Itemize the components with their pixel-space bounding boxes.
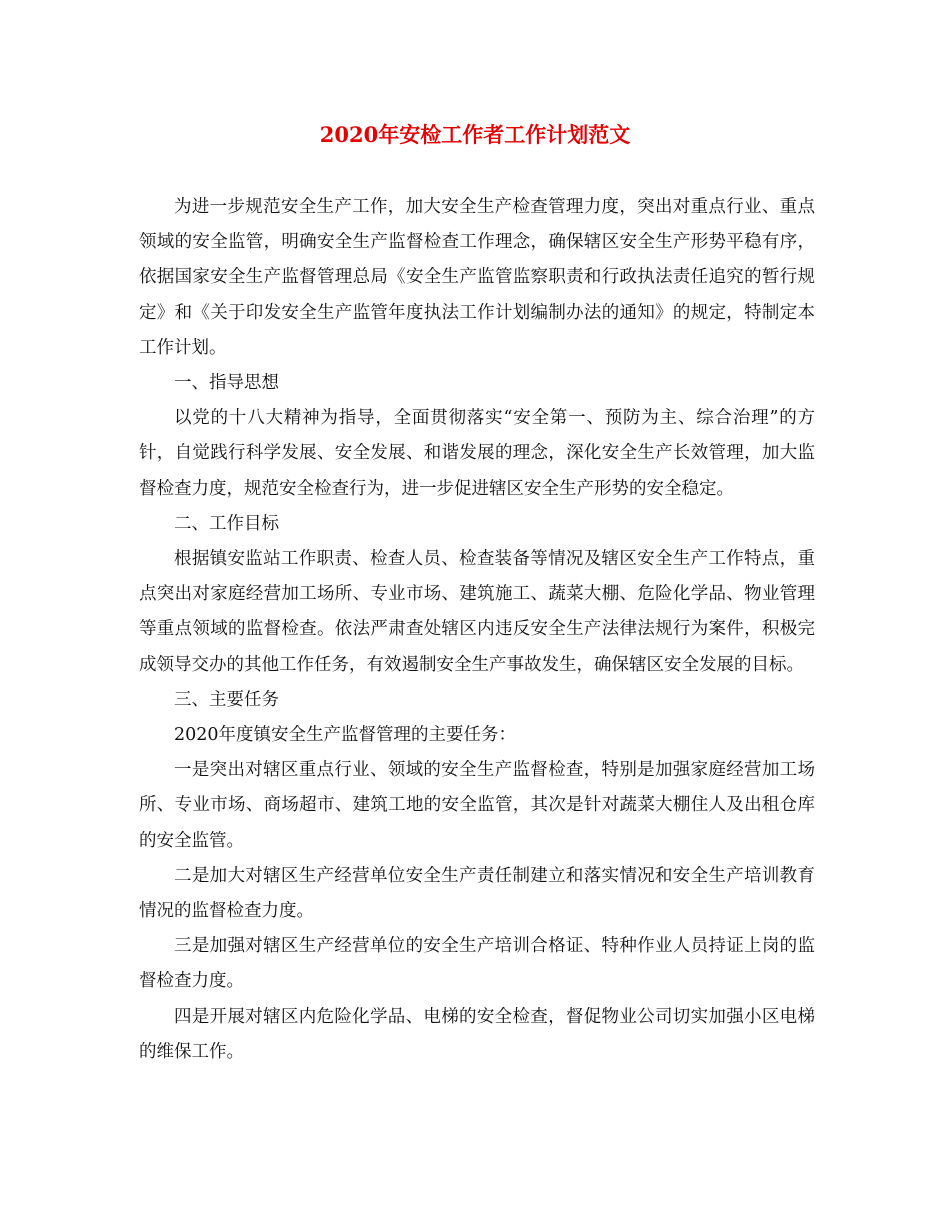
section-heading-guiding-ideology: 一、指导思想: [174, 373, 279, 394]
section-heading-work-goals: 二、工作目标: [174, 513, 279, 534]
section-heading-main-tasks: 三、主要任务: [174, 689, 279, 710]
document-title: 2020年安检工作者工作计划范文: [319, 122, 631, 147]
task-item-1: 一是突出对辖区重点行业、领域的安全生产监督检查，特别是加强家庭经营加工场所、专业市场、商场超市、建筑工地的安全监管，其次是针对蔬菜大棚住人及出租仓库的安全监管。: [139, 760, 815, 851]
main-tasks-lead: 2020年度镇安全生产监督管理的主要任务：: [174, 725, 517, 746]
task-item-4: 四是开展对辖区内危险化学品、电梯的安全检查，督促物业公司切实加强小区电梯的维保工作。: [139, 1006, 815, 1062]
document-body: [139, 190, 815, 1070]
guiding-ideology-paragraph: 以党的十八大精神为指导，全面贯彻落实“安全第一、预防为主、综合治理”的方针，自觉践行科学发展、安全发展、和谐发展的理念，深化安全生产长效管理，加大监督检查力度，规范安全检查行为，进一步促进辖区安全生产形势的安全稳定。: [139, 408, 815, 499]
work-goals-paragraph: 根据镇安监站工作职责、检查人员、检查装备等情况及辖区安全生产工作特点，重点突出对家庭经营加工场所、专业市场、建筑施工、蔬菜大棚、危险化学品、物业管理等重点领域的监督检查。依法严肃查处辖区内违反安全生产法律法规行为案件，积极完成领导交办的其他工作任务，有效遏制安全生产事故发生，确保辖区安全发展的目标。: [139, 549, 815, 675]
task-item-2: 二是加大对辖区生产经营单位安全生产责任制建立和落实情况和安全生产培训教育情况的监督检查力度。: [139, 865, 815, 922]
intro-paragraph: 为进一步规范安全生产工作，加大安全生产检查管理力度，突出对重点行业、重点领域的安全监管，明确安全生产监督检查工作理念，确保辖区安全生产形势平稳有序，依据国家安全生产监督管理总局《安全生产监管监察职责和行政执法责任追究的暂行规定》和《关于印发安全生产监管年度执法工作计划编制办法的通知》的规定，特制定本工作计划。: [139, 197, 815, 358]
task-item-3: 三是加强对辖区生产经营单位的安全生产培训合格证、特种作业人员持证上岗的监督检查力度。: [139, 936, 815, 992]
